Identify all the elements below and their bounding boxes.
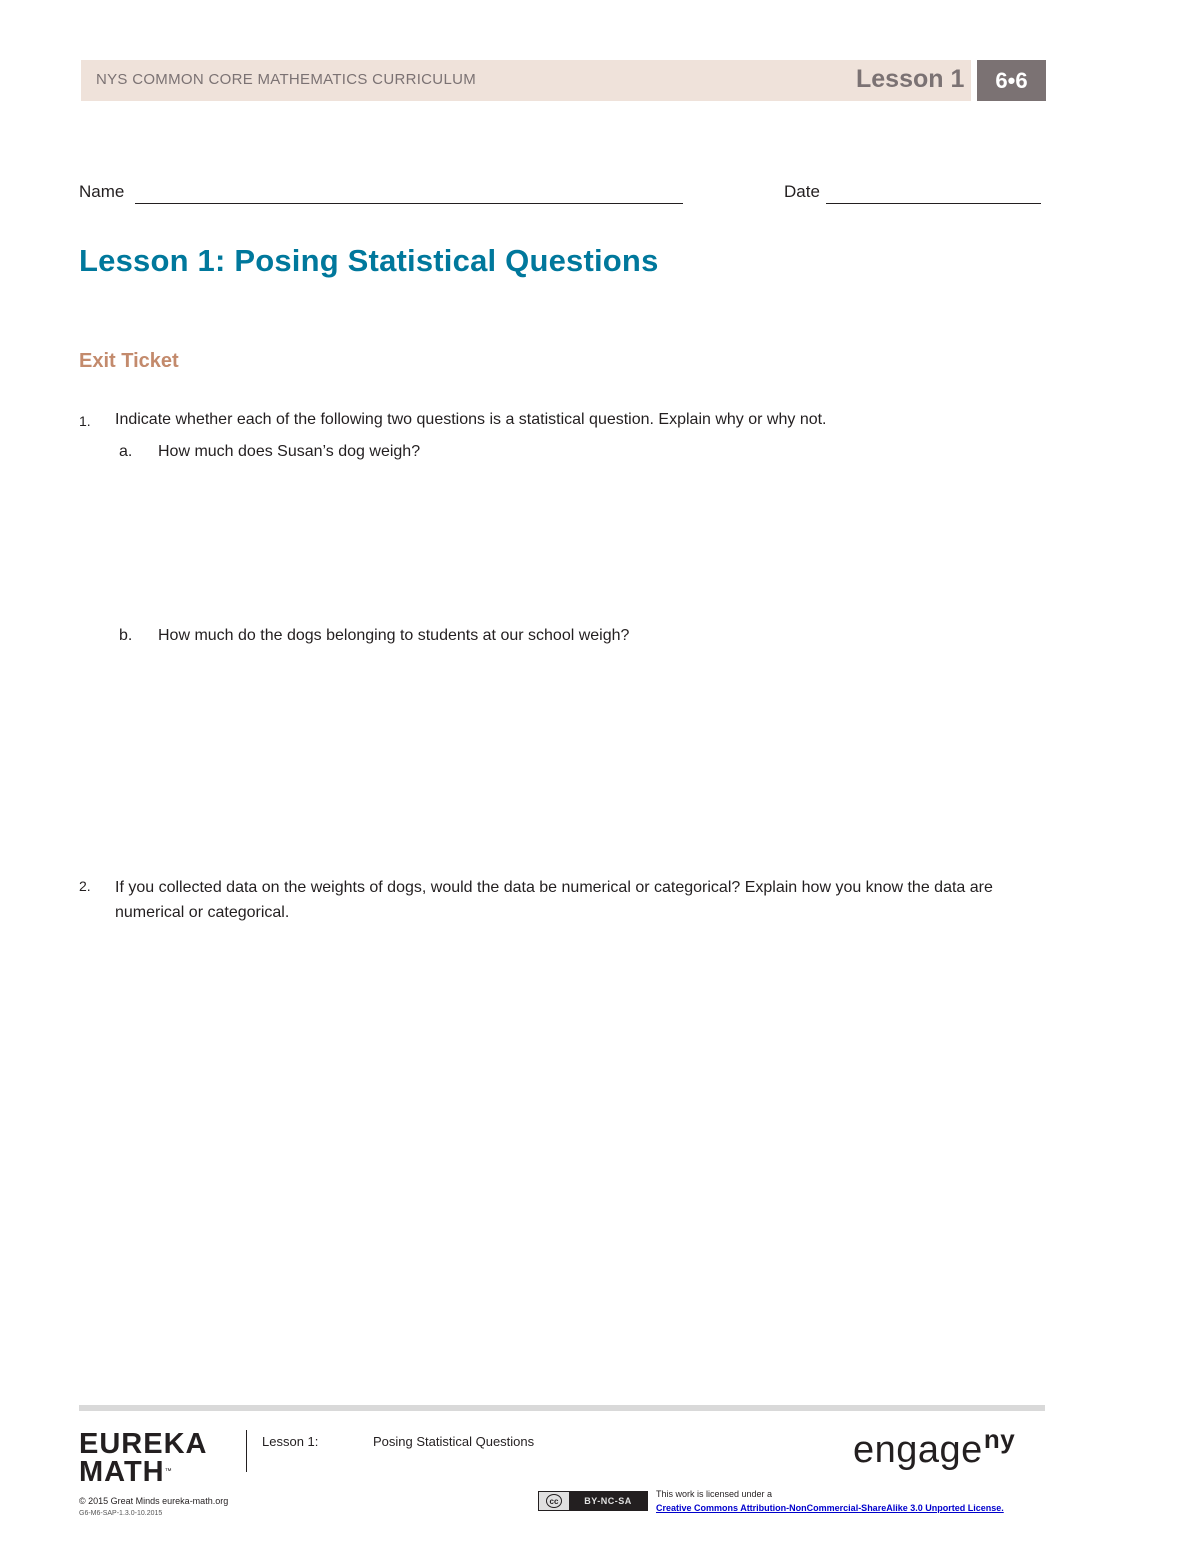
date-field[interactable] (826, 203, 1041, 204)
footer-topic: Posing Statistical Questions (373, 1434, 535, 1449)
grade-module-badge: 6•6 (977, 60, 1046, 101)
part-text: How much does Susan’s dog weigh? (158, 443, 421, 460)
cc-icon-holder (539, 1492, 569, 1510)
footer-divider-bar (79, 1405, 1045, 1411)
cc-icon: cc (546, 1494, 562, 1508)
lesson-label: Lesson 1 (856, 65, 965, 93)
name-field[interactable] (135, 203, 683, 204)
creative-commons-badge (538, 1491, 648, 1511)
trademark-symbol: ™ (164, 1468, 172, 1475)
date-label: Date (784, 182, 820, 201)
license-link[interactable]: Creative Commons Attribution-NonCommercial-ShareAlike 3.0 Unported License. (656, 1503, 1004, 1513)
footer-lesson: Lesson 1: (262, 1434, 319, 1449)
eureka-math-logo (79, 1430, 207, 1486)
footer-vertical-divider (246, 1430, 247, 1472)
part-letter: a. (119, 443, 133, 460)
question-text: Indicate whether each of the following two questions is a statistical question. Explain why or why not. (115, 411, 827, 428)
eureka-logo-line1: EUREKA (79, 1428, 208, 1460)
eureka-logo-math: MATH (79, 1456, 165, 1488)
license-text: This work is licensed under a (656, 1489, 773, 1499)
question-text: If you collected data on the weights of dogs, would the data be numerical or categorical? Explain how you know the data are numerical or categorical. (115, 879, 993, 921)
cc-license-type: BY-NC-SA (584, 1496, 632, 1506)
part-text: How much do the dogs belonging to students at our school weigh? (158, 627, 630, 644)
copyright: © 2015 Great Minds eureka-math.org (79, 1496, 229, 1506)
question-number: 2. (79, 878, 91, 894)
section-heading: Exit Ticket (79, 350, 179, 372)
part-letter: b. (119, 627, 133, 644)
ny-text: ny (983, 1424, 1016, 1454)
name-label: Name (79, 182, 125, 201)
question-number: 1. (79, 413, 91, 429)
engageny-logo (853, 1424, 1015, 1472)
curriculum-title: NYS COMMON CORE MATHEMATICS CURRICULUM (96, 71, 477, 88)
document-code: G6-M6-SAP-1.3.0-10.2015 (79, 1510, 163, 1517)
page-title: Lesson 1: Posing Statistical Questions (79, 243, 659, 278)
eureka-logo-line2 (79, 1458, 207, 1486)
engage-text: engage (853, 1429, 983, 1471)
